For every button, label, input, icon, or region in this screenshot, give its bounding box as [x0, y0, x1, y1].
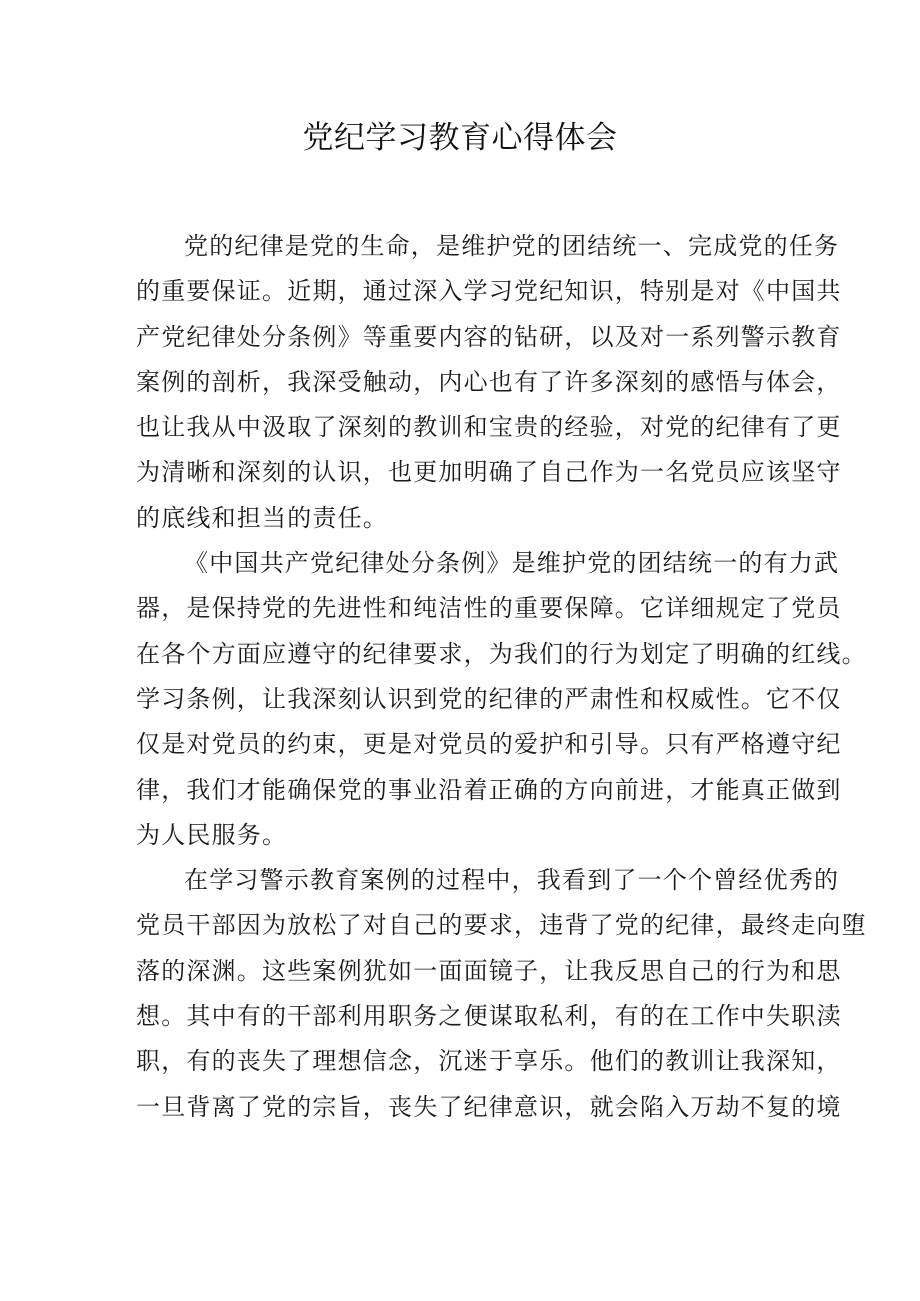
- paragraph-2: [136, 541, 867, 858]
- text-line: 的底线和担当的责任。: [136, 503, 388, 532]
- text-line: 为人民服务。: [136, 820, 288, 849]
- text-line: 在学习警示教育案例的过程中，我看到了一个个曾经优秀的: [184, 866, 840, 895]
- text-line: 《中国共产党纪律处分条例》是维护党的团结统一的有力武: [184, 549, 840, 578]
- paragraph-1: [136, 224, 842, 541]
- text-line: 律，我们才能确保党的事业沿着正确的方向前进，才能真正做到: [136, 775, 842, 804]
- text-line: 产党纪律处分条例》等重要内容的钻研，以及对一系列警示教育: [136, 322, 842, 351]
- text-line: 想。其中有的干部利用职务之便谋取私利，有的在工作中失职渎: [136, 1002, 842, 1031]
- text-line: 在各个方面应遵守的纪律要求，为我们的行为划定了明确的红线。: [136, 639, 867, 668]
- text-line: 一旦背离了党的宗旨，丧失了纪律意识，就会陷入万劫不复的境: [136, 1092, 842, 1121]
- paragraph-3: [136, 858, 867, 1130]
- text-line: 为清晰和深刻的认识，也更加明确了自己作为一名党员应该坚守: [136, 458, 842, 487]
- text-line: 学习条例，让我深刻认识到党的纪律的严肃性和权威性。它不仅: [136, 684, 842, 713]
- text-line: 的重要保证。近期，通过深入学习党纪知识，特别是对《中国共: [136, 277, 842, 306]
- text-line: 职，有的丧失了理想信念，沉迷于享乐。他们的教训让我深知，: [136, 1047, 842, 1076]
- document-title: 党纪学习教育心得体会: [302, 120, 618, 156]
- text-line: 党的纪律是党的生命，是维护党的团结统一、完成党的任务: [184, 232, 840, 260]
- text-line: 党员干部因为放松了对自己的要求，违背了党的纪律，最终走向堕: [136, 911, 867, 940]
- text-line: 仅是对党员的约束，更是对党员的爱护和引导。只有严格遵守纪: [136, 730, 842, 759]
- text-line: 案例的剖析，我深受触动，内心也有了许多深刻的感悟与体会，: [136, 367, 842, 396]
- text-line: 落的深渊。这些案例犹如一面面镜子，让我反思自己的行为和思: [136, 956, 842, 985]
- text-line: 也让我从中汲取了深刻的教训和宝贵的经验，对党的纪律有了更: [136, 413, 842, 442]
- text-line: 器，是保持党的先进性和纯洁性的重要保障。它详细规定了党员: [136, 594, 842, 623]
- document-body: [136, 224, 867, 1130]
